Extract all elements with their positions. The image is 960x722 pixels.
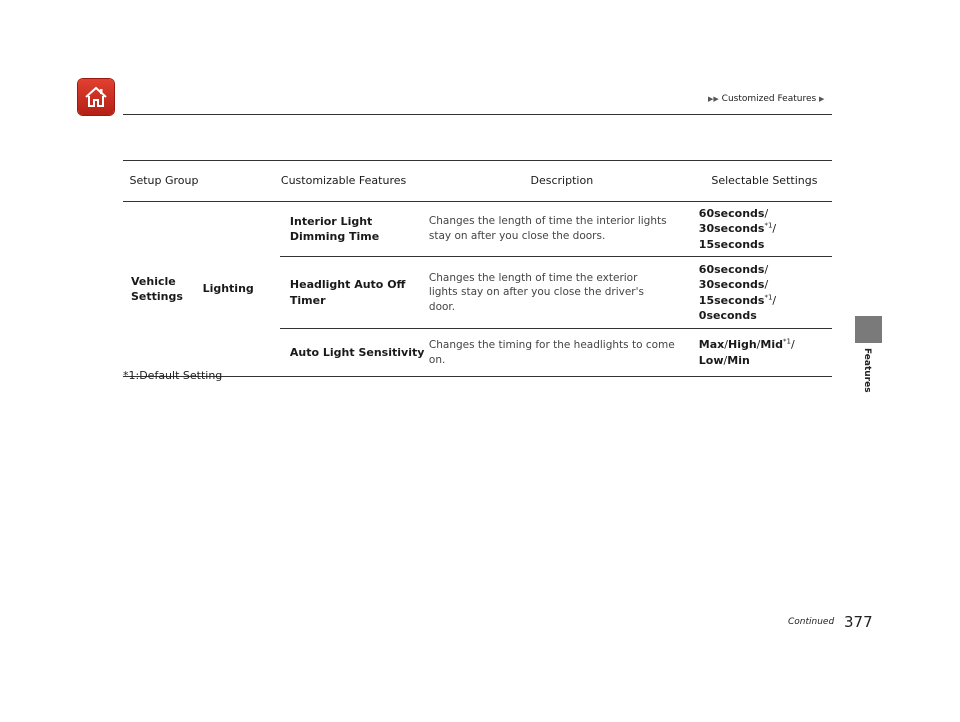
setting-option: 30seconds xyxy=(698,278,765,292)
default-marker: *1 xyxy=(764,221,773,230)
header-divider xyxy=(123,114,832,115)
settings-headlight-auto-off-timer: 60seconds/ 30seconds/ 15seconds$^{*1}$/ 0seconds xyxy=(697,257,832,329)
setting-option: 30seconds xyxy=(698,222,765,236)
setting-option: 0seconds xyxy=(698,309,757,323)
header-description: Description xyxy=(427,161,697,202)
setting-option: Max xyxy=(698,338,725,352)
continued-label: Continued xyxy=(788,617,835,627)
header-setup-group: Setup Group xyxy=(123,161,280,202)
default-marker: *1 xyxy=(782,337,791,346)
settings-interior-light-dimming-time: 60seconds/ 30seconds$^{*1}$/ 15seconds xyxy=(697,202,832,257)
breadcrumb-link-customized-features[interactable]: Customized Features xyxy=(721,94,817,104)
subgroup-lighting: Lighting xyxy=(201,202,280,377)
setting-option: Low xyxy=(698,353,724,367)
settings-auto-light-sensitivity: Max/High/Mid$^{*1}$/ Low/Min xyxy=(697,329,832,377)
breadcrumb[interactable] xyxy=(708,94,824,104)
feature-auto-light-sensitivity: Auto Light Sensitivity xyxy=(280,329,427,377)
breadcrumb-end-arrow-icon: ▶ xyxy=(819,95,825,103)
home-icon xyxy=(84,85,108,109)
breadcrumb-arrows-icon: ▶▶ xyxy=(708,95,719,103)
features-tab[interactable] xyxy=(855,316,882,343)
default-marker: *1 xyxy=(764,293,773,302)
customized-features-table xyxy=(123,160,832,377)
setting-option: High xyxy=(727,338,757,352)
features-tab-label: Features xyxy=(862,348,872,393)
setting-option: 15seconds xyxy=(698,293,765,307)
description-auto-light-sensitivity: Changes the timing for the headlights to come on. xyxy=(427,329,697,377)
feature-headlight-auto-off-timer: Headlight Auto Off Timer xyxy=(280,257,427,329)
description-headlight-auto-off-timer: Changes the length of time the exterior lights stay on after you close the driver's door. xyxy=(427,257,697,329)
feature-interior-light-dimming-time: Interior Light Dimming Time xyxy=(280,202,427,257)
setting-option: Mid xyxy=(760,338,783,352)
setting-option: 60seconds xyxy=(698,262,765,276)
header-selectable-settings: Selectable Settings xyxy=(697,161,832,202)
page-number: 377 xyxy=(844,613,873,631)
setting-option: 60seconds xyxy=(698,207,765,220)
home-button[interactable] xyxy=(78,79,114,115)
footnote-default-setting: *1:Default Setting xyxy=(123,369,223,382)
header-customizable-features: Customizable Features xyxy=(280,161,427,202)
setting-option: 15seconds xyxy=(698,237,765,251)
group-vehicle-settings: Vehicle Settings xyxy=(123,202,201,377)
setting-option: Min xyxy=(727,353,750,367)
description-interior-light-dimming-time: Changes the length of time the interior lights stay on after you close the doors. xyxy=(427,202,697,257)
